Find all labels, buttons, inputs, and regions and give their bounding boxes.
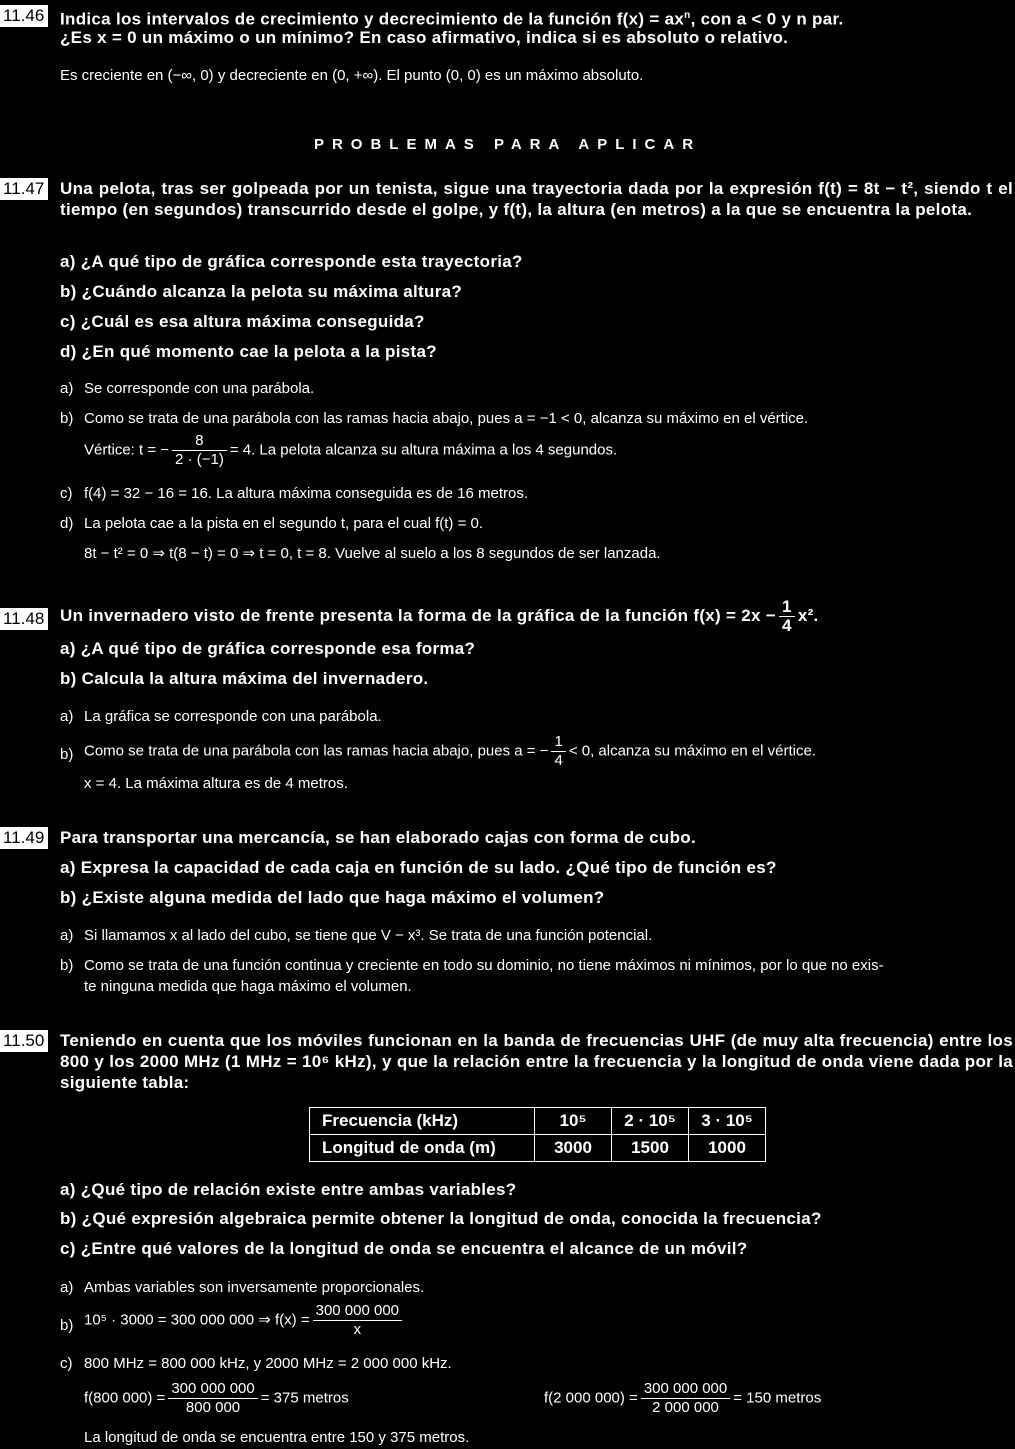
answer-label: a) (60, 1279, 74, 1296)
answer-label: a) (60, 380, 74, 397)
question-text (60, 178, 1013, 220)
answer-text: Como se trata de una parábola con las ramas hacia abajo, pues a = −1 < 0, alcanza su máximo en el vértice. (84, 410, 809, 427)
formula-part: = 150 metros (733, 1389, 822, 1407)
question-item: d) ¿En qué momento cae la pelota a la pista? (60, 342, 437, 361)
fraction (551, 733, 565, 770)
numerator: 8 (172, 432, 227, 451)
answer-label: a) (60, 927, 74, 944)
denominator: 4 (554, 752, 563, 769)
question-item: b) ¿Cuándo alcanza la pelota su máxima altura? (60, 282, 463, 301)
answer-text: Se corresponde con una parábola. (84, 380, 315, 397)
numerator: 1 (779, 598, 795, 617)
fraction (779, 598, 795, 635)
problem-number: 11.48 (0, 608, 48, 630)
table-row (310, 1108, 766, 1135)
fraction (172, 432, 227, 469)
table-row (310, 1135, 766, 1162)
answer-text: Como se trata de una función continua y creciente en todo su dominio, no tiene máximos ni mínimos, por lo que no exis- (84, 957, 884, 974)
answer-formula (84, 432, 617, 469)
fraction (168, 1380, 257, 1417)
answer-formula (84, 1302, 405, 1339)
table-cell: 3000 (535, 1135, 612, 1162)
table-cell: Frecuencia (kHz) (310, 1108, 535, 1135)
table-cell: 1500 (612, 1135, 689, 1162)
answer-text: 8t − t² = 0 ⇒ t(8 − t) = 0 ⇒ t = 0, t = 8. Vuelve al suelo a los 8 segundos de ser lanzada. (84, 545, 661, 562)
answer-text: Es creciente en (−∞, 0) y decreciente en (0, +∞). El punto (0, 0) es un máximo absoluto. (60, 67, 644, 84)
formula-part: < 0, alcanza su máximo en el vértice. (568, 742, 817, 760)
answer-text: La gráfica se corresponde con una parábola. (84, 708, 382, 725)
answer-label: b) (60, 1317, 74, 1334)
formula-part: f(2 000 000) = (544, 1389, 638, 1407)
answer-text: 800 MHz = 800 000 kHz, y 2000 MHz = 2 000 000 kHz. (84, 1355, 452, 1372)
question-part: Un invernadero visto de frente presenta la forma de la gráfica de la función f(x) = 2x − (60, 605, 777, 625)
answer-text: Ambas variables son inversamente proporcionales. (84, 1279, 425, 1296)
question-item: a) ¿A qué tipo de gráfica corresponde esa forma? (60, 639, 476, 658)
formula-part: Vértice: t = − (84, 441, 170, 459)
denominator: 800 000 (185, 1399, 241, 1416)
answer-label: b) (60, 410, 74, 427)
question-part: Indica los intervalos de crecimiento y decrecimiento de la función (60, 9, 612, 29)
answer-label: a) (60, 708, 74, 725)
question-part: x². (797, 605, 819, 625)
question-body: Teniendo en cuenta que los móviles funcionan en la banda de frecuencias UHF (de muy alta frecuencia) entre los 800 y los 2000 MHz (1 MHz = 10⁶ kHz), y que la relación entre la frecuencia y la longitud de onda viene dada por la siguiente tabla: (60, 1031, 1013, 1092)
problem-number: 11.46 (0, 5, 48, 27)
answer-text: f(4) = 32 − 16 = 16. La altura máxima conseguida es de 16 metros. (84, 485, 529, 502)
answer-text: La longitud de onda se encuentra entre 150 y 375 metros. (84, 1429, 470, 1446)
table-cell: 1000 (689, 1135, 766, 1162)
numerator: 300 000 000 (168, 1380, 257, 1399)
answer-text: La pelota cae a la pista en el segundo t, para el cual f(t) = 0. (84, 515, 484, 532)
question-part: n (684, 10, 691, 21)
denominator: 2 · (−1) (175, 451, 224, 468)
question-part: f(x) = ax (616, 9, 685, 29)
problem-number: 11.50 (0, 1030, 48, 1052)
numerator: 300 000 000 (641, 1380, 730, 1399)
answer-label: b) (60, 957, 74, 974)
question-text: ¿Es x = 0 un máximo o un mínimo? En caso afirmativo, indica si es absoluto o relativo. (60, 28, 789, 47)
question-item: b) Calcula la altura máxima del invernadero. (60, 669, 429, 688)
numerator: 1 (551, 733, 565, 752)
formula-part: = 375 metros (260, 1389, 349, 1407)
formula-part: f(800 000) = (84, 1389, 166, 1407)
data-table (309, 1107, 766, 1162)
problem-number: 11.47 (0, 178, 48, 200)
table-cell: Longitud de onda (m) (310, 1135, 535, 1162)
denominator: 4 (782, 616, 792, 635)
question-item: c) ¿Cuál es esa altura máxima conseguida? (60, 312, 425, 331)
answer-label: c) (60, 1355, 73, 1372)
fraction (641, 1380, 730, 1417)
table-cell: 2 · 10⁵ (612, 1108, 689, 1135)
answer-formula (84, 1380, 349, 1417)
answer-formula (84, 733, 816, 770)
answer-formula (544, 1380, 821, 1417)
question-item: b) ¿Existe alguna medida del lado que haga máximo el volumen? (60, 888, 605, 907)
question-body: Una pelota, tras ser golpeada por un tenista, sigue una trayectoria dada por la expresión f(t) = 8t − t², siendo t el tiempo (en segundos) transcurrido desde el golpe, y f(t), la altura (en metros) a la que se encuentra la pelota. (60, 179, 1013, 219)
question-item: a) ¿Qué tipo de relación existe entre ambas variables? (60, 1180, 517, 1199)
denominator: x (353, 1321, 362, 1338)
answer-label: d) (60, 515, 74, 532)
fraction (313, 1302, 402, 1339)
answer-label: b) (60, 746, 74, 763)
formula-part: Como se trata de una parábola con las ramas hacia abajo, pues a = − (84, 742, 549, 760)
answer-text: te ninguna medida que haga máximo el volumen. (84, 978, 412, 995)
question-part: , con a < 0 y n par. (690, 9, 844, 29)
question-text: Para transportar una mercancía, se han elaborado cajas con forma de cubo. (60, 828, 696, 847)
question-item: b) ¿Qué expresión algebraica permite obtener la longitud de onda, conocida la frecuencia? (60, 1209, 822, 1228)
answer-text: Si llamamos x al lado del cubo, se tiene que V − x³. Se trata de una función potencial. (84, 927, 653, 944)
table-cell: 10⁵ (535, 1108, 612, 1135)
answer-label: c) (60, 485, 73, 502)
formula-part: 10⁵ · 3000 = 300 000 000 ⇒ f(x) = (84, 1311, 310, 1329)
question-text (60, 5, 1013, 30)
answer-text: x = 4. La máxima altura es de 4 metros. (84, 775, 348, 792)
question-item: a) ¿A qué tipo de gráfica corresponde esta trayectoria? (60, 252, 523, 271)
question-text (60, 598, 819, 635)
denominator: 2 000 000 (652, 1399, 719, 1416)
formula-part: = 4. La pelota alcanza su altura máxima a los 4 segundos. (229, 441, 618, 459)
question-item: a) Expresa la capacidad de cada caja en función de su lado. ¿Qué tipo de función es? (60, 858, 777, 877)
table-cell: 3 · 10⁵ (689, 1108, 766, 1135)
question-text (60, 1030, 1013, 1093)
numerator: 300 000 000 (313, 1302, 402, 1321)
question-item: c) ¿Entre qué valores de la longitud de onda se encuentra el alcance de un móvil? (60, 1239, 748, 1258)
section-heading: PROBLEMAS PARA APLICAR (313, 136, 702, 153)
problem-number: 11.49 (0, 827, 48, 849)
